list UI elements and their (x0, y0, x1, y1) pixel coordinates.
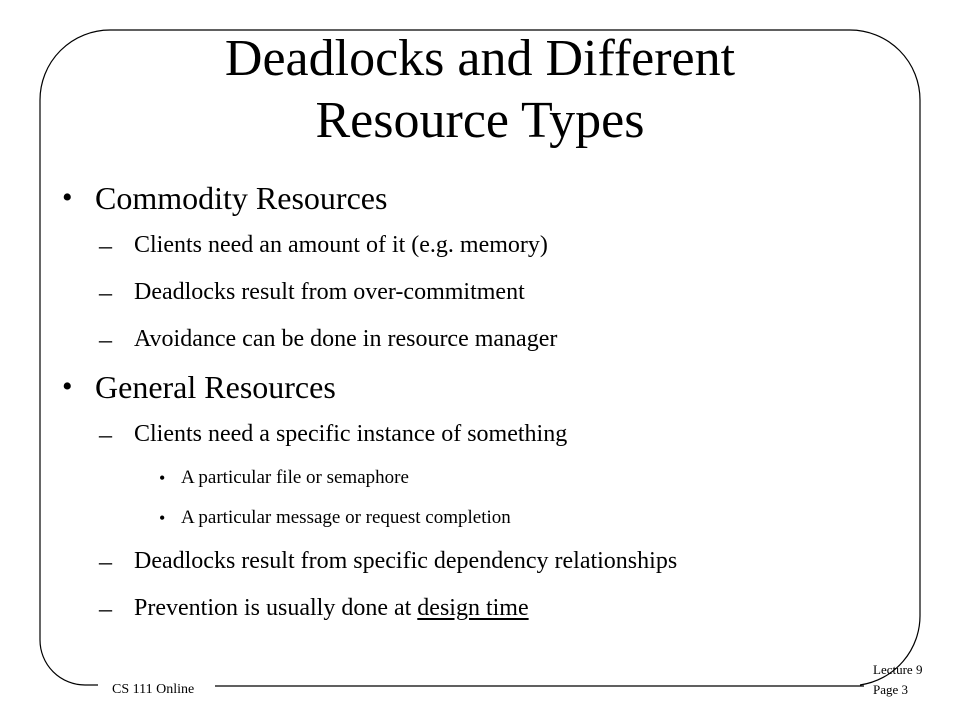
slide-title (40, 28, 920, 152)
sub-sub-bullet-text: A particular file or semaphore (181, 467, 409, 488)
bullet-commodity-resources (62, 174, 912, 222)
dash-marker: – (99, 547, 112, 576)
dash-marker: – (99, 420, 112, 449)
bullet-marker: • (62, 370, 73, 403)
sub-bullet-text: Avoidance can be done in resource manager (134, 326, 558, 352)
footer-lecture: Lecture 9 (873, 662, 923, 677)
sub-bullet-text: Clients need a specific instance of something (134, 421, 568, 447)
frame-bottom-left-curve (40, 640, 98, 685)
sub-sub-bullet (62, 498, 912, 538)
sub-sub-bullet (62, 458, 912, 498)
bullet-marker: • (159, 508, 166, 528)
title-line-2: Resource Types (315, 92, 645, 149)
bullet-general-resources (62, 363, 912, 411)
footer-lecture-page (873, 660, 922, 700)
sub-bullet-text: Deadlocks result from over-commitment (134, 279, 525, 305)
title-line-1: Deadlocks and Different (224, 30, 736, 87)
slide-body (62, 174, 912, 632)
sub-bullet-text: Prevention is usually done at (134, 595, 418, 621)
footer-page: Page 3 (873, 682, 909, 697)
dash-marker: – (99, 231, 112, 260)
sub-bullet-text: Deadlocks result from specific dependency relationships (134, 548, 678, 574)
sub-bullet (62, 538, 912, 585)
sub-bullet-text: Clients need an amount of it (e.g. memory) (134, 232, 548, 258)
sub-bullet (62, 316, 912, 363)
sub-bullet (62, 585, 912, 632)
footer-course: CS 111 Online (112, 682, 195, 697)
bullet-text: Commodity Resources (95, 180, 388, 216)
bullet-marker: • (159, 468, 166, 488)
sub-bullet (62, 269, 912, 316)
sub-bullet (62, 411, 912, 458)
sub-bullet (62, 222, 912, 269)
sub-sub-bullet-text: A particular message or request completion (181, 507, 511, 528)
dash-marker: – (99, 278, 112, 307)
dash-marker: – (99, 325, 112, 354)
bullet-text: General Resources (95, 369, 336, 405)
bullet-marker: • (62, 181, 73, 214)
design-time-emphasis: design time (417, 595, 529, 621)
dash-marker: – (99, 594, 112, 623)
